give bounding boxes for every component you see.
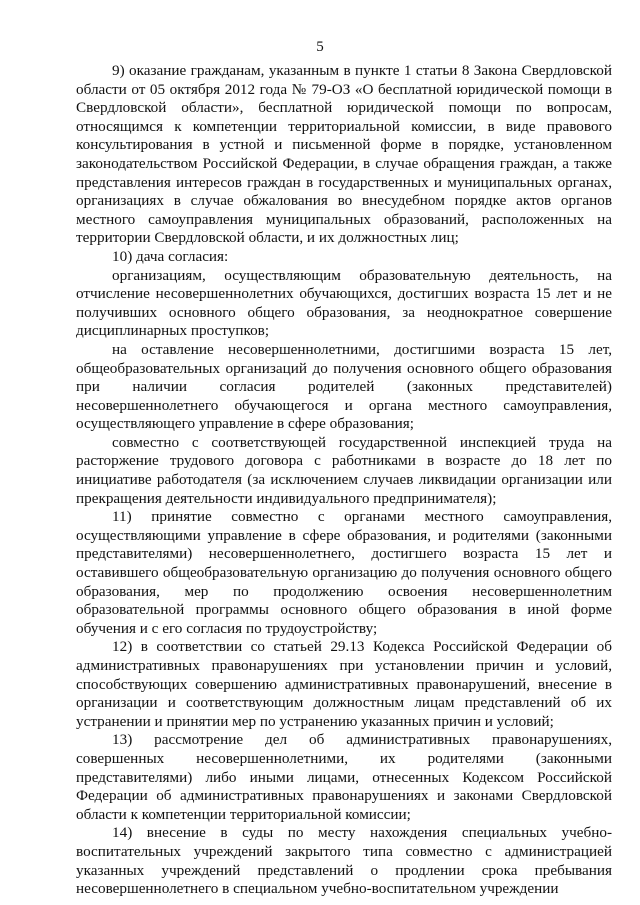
paragraph-consent-expulsion: организациям, осуществляющим образовательную деятельность, на отчисление несовершеннолетних обучающихся, достигших возраста 15 лет и не получивших основного общего образования, за неоднократное совершение дисциплинарных проступков; <box>76 266 612 340</box>
paragraph-item-14: 14) внесение в суды по месту нахождения специальных учебно-воспитательных учреждений закрытого типа совместно с администрацией указанных учреждений представлений о продлении срока пребывания несовершеннолетнего в специальном учебно-воспитательном учреждении <box>76 824 612 898</box>
document-body <box>76 62 612 899</box>
paragraph-item-12: 12) в соответствии со статьей 29.13 Кодекса Российской Федерации об административных правонарушениях при установлении причин и условий, способствующих совершению административных правонарушений, внесение в организации и соответствующим должностным лицам представлений об их устранении и принятии мер по устранению указанных причин и условий; <box>76 638 612 730</box>
paragraph-item-10-heading: 10) дача согласия: <box>112 247 229 265</box>
page-number: 5 <box>316 39 324 55</box>
paragraph-item-9: 9) оказание гражданам, указанным в пункте 1 статьи 8 Закона Свердловской области от 05 октября 2012 года № 79-ОЗ «О бесплатной юридической помощи в Свердловской области», бесплатной юридической помощи по вопросам, относящимся к компетенции территориальной комиссии, в виде правового консультирования в устной и письменной форме в порядке, установленном законодательством Российской Федерации, в случае обращения граждан, а также представления интересов граждан в государственных и муниципальных органах, организациях в случае обжалования во внесудебном порядке актов органов местного самоуправления муниципальных образований, расположенных на территории Свердловской области, и их должностных лиц; <box>76 62 612 247</box>
paragraph-item-11: 11) принятие совместно с органами местного самоуправления, осуществляющими управление в сфере образования, и родителями (законными представителями) несовершеннолетнего, достигшего возраста 15 лет и оставившего общеобразовательную организацию до получения основного общего образования, мер по продолжению освоения несовершеннолетним образовательной программы основного общего образования в иной форме обучения и с его согласия по трудоустройству; <box>76 508 612 637</box>
paragraph-consent-labor-contract: совместно с соответствующей государственной инспекцией труда на расторжение трудового договора с работниками в возрасте до 18 лет по инициативе работодателя (за исключением случаев ликвидации организации или прекращения деятельности индивидуального предпринимателя); <box>76 433 612 507</box>
paragraph-item-13: 13) рассмотрение дел об административных правонарушениях, совершенных несовершеннолетними, их родителями (законными представителями) либо иными лицами, отнесенных Кодексом Российской Федерации об административных правонарушениях и законами Свердловской области к компетенции территориальной комиссии; <box>76 731 612 823</box>
paragraph-consent-leaving-school: на оставление несовершеннолетними, достигшими возраста 15 лет, общеобразовательных организаций до получения основного общего образования при наличии согласия родителей (законных представителей) несовершеннолетнего обучающегося и органа местного самоуправления, осуществляющего управление в сфере образования; <box>76 340 612 433</box>
